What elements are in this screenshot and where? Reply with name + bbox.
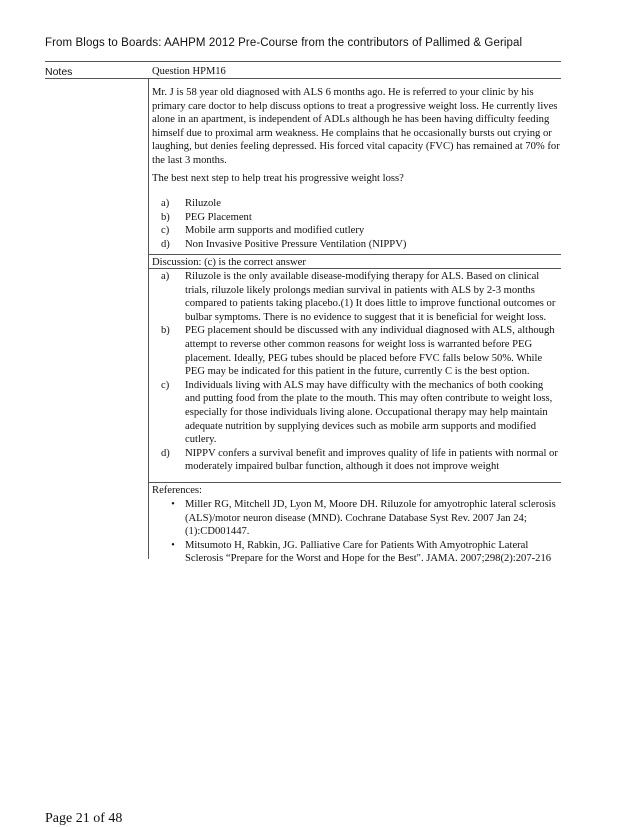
discussion-label: Discussion: (c) is the correct answer xyxy=(152,257,306,268)
header-rule xyxy=(45,61,561,62)
question-prompt-text: The best next step to help treat his progressive weight loss? xyxy=(152,173,404,184)
discussion-letter: d) xyxy=(161,447,170,459)
answer-option xyxy=(161,224,561,238)
option-text: Mobile arm supports and modified cutlery xyxy=(185,225,365,237)
reference-text: Miller RG, Mitchell JD, Lyon M, Moore DH. Riluzole for amyotrophic lateral sclerosis (ALS)/motor neuron disease (MND). Cochrane Database Syst Rev. 2007 Jan 24;(1):CD001447. xyxy=(185,499,556,538)
reference-item xyxy=(161,539,561,566)
discussion-letter: c) xyxy=(161,379,170,391)
discussion-letter: a) xyxy=(161,271,170,282)
bullet-icon: • xyxy=(171,539,175,551)
page-number: Page 21 of 48 xyxy=(45,811,123,826)
bullet-icon: • xyxy=(171,499,175,510)
option-letter: a) xyxy=(161,198,170,209)
reference-text: Mitsumoto H, Rabkin, JG. Palliative Care for Patients With Amyotrophic Lateral Sclerosis “Prepare for the Worst and Hope for the Best". JAMA. 2007;298(2):207-216 xyxy=(185,539,552,565)
discussion-item xyxy=(161,324,561,378)
discussion-text: Individuals living with ALS may have difficulty with the mechanics of both cooking and putting food from the plate to the mouth. This may often contribute to weight loss, especially for those individuals living alone. Occupational therapy may help maintain adequate nutrition by supplying devices such as mobile arm supports and modified cutlery. xyxy=(185,379,553,446)
question-stem-text: Mr. J is 58 year old diagnosed with ALS 6 months ago. He is referred to your clinic by his primary care doctor to help discuss options to treat a progressive weight loss. He currently lives alone in an apartment, is independent of ADLs although he has been having difficulty feeding himself due to proximal arm weakness. He complains that he occasionally bursts out crying or laughing, but denies feeling depressed. His forced vital capacity (FVC) has remained at 70% for the last 3 months. xyxy=(152,87,560,166)
answer-option xyxy=(161,197,561,211)
option-text: Riluzole xyxy=(185,198,221,209)
option-text: PEG Placement xyxy=(185,211,252,223)
references-list xyxy=(161,498,561,566)
option-letter: b) xyxy=(161,211,170,223)
discussion-item xyxy=(161,379,561,447)
discussion-top-rule xyxy=(149,254,561,255)
notes-column-label: Notes xyxy=(45,66,73,78)
discussion-text: NIPPV confers a survival benefit and improves quality of life in patients with normal or moderately impaired bulbar function, although it does not improve weight xyxy=(185,447,558,473)
answer-option xyxy=(161,238,561,252)
discussion-text: PEG placement should be discussed with any individual diagnosed with ALS, although attempt to reverse other common reasons for weight loss is warranted before PEG placement. Ideally, PEG tubes should be placed before FVC falls below 50%. While PEG may be indicated for this patient in the future, currently C is the best option. xyxy=(185,325,555,378)
document-header: From Blogs to Boards: AAHPM 2012 Pre-Course from the contributors of Pallimed & Geripal xyxy=(45,37,523,49)
table-top-rule xyxy=(45,78,561,79)
answer-option xyxy=(161,211,561,225)
question-prompt xyxy=(152,172,562,186)
discussion-item xyxy=(161,270,561,324)
option-letter: d) xyxy=(161,238,170,250)
references-label: References: xyxy=(152,485,202,496)
references-top-rule xyxy=(149,482,561,483)
option-letter: c) xyxy=(161,225,170,237)
question-stem xyxy=(152,86,562,168)
discussion-label-rule xyxy=(149,268,561,269)
discussion-text: Riluzole is the only available disease-modifying therapy for ALS. Based on clinical trials, riluzole likely prolongs median survival in patients with ALS by 2-3 months compared to patients taking placebo.(1) It does little to improve functional outcomes or bulbar symptoms. There is no evidence to suggest that it is beneficial for weight loss. xyxy=(185,271,556,323)
column-divider xyxy=(148,79,149,559)
reference-item xyxy=(161,498,561,539)
discussion-item xyxy=(161,447,561,474)
question-label: Question HPM16 xyxy=(152,66,226,77)
discussion-list xyxy=(161,270,561,474)
answer-options xyxy=(161,197,561,251)
discussion-letter: b) xyxy=(161,325,170,337)
option-text: Non Invasive Positive Pressure Ventilation (NIPPV) xyxy=(185,238,407,250)
